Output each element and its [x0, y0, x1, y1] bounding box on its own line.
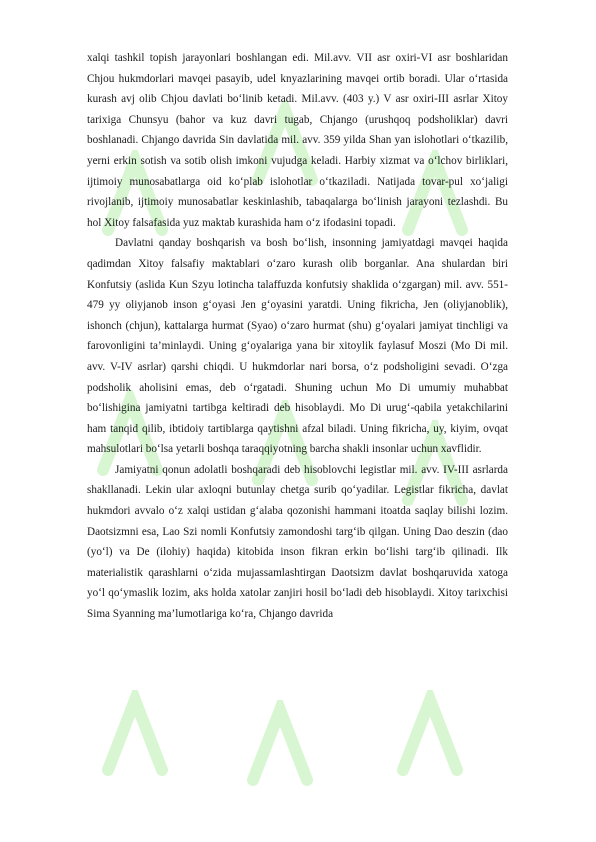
watermark-mark-bottom-left	[100, 690, 170, 780]
body-text	[87, 48, 508, 625]
paragraph-3: Jamiyatni qonun adolatli boshqaradi deb hisoblovchi legistlar mil. avv. IV-III asrlarda shakllanadi. Lekin ular axloqni butunlay chetga surib qo‘yadilar. Legistlar fikricha, davlat hukmdori avvalo o‘z xalqi ustidan g‘alaba qozonishi hammani itoatda saqlay bilishi lozim. Daotsizmni esa, Lao Szi nomli Konfutsiy zamondoshi targ‘ib qilgan. Uning Dao deszin (dao (yo‘l) va De (ilohiy) haqida) kitobida inson fikran erkin bo‘lishi targ‘ib qilinadi. Ilk materialistik qarashlarni o‘zida mujassamlashtirgan Daotsizm davlat boshqaruvida xatoga yo‘l qo‘ymaslik lozim, aks holda xatolar zanjiri hosil bo‘ladi deb hisoblaydi. Xitoy tarixchisi Sima Syanning ma’lumotlariga ko‘ra, Chjango davrida	[87, 463, 508, 621]
paragraph-1: xalqi tashkil topish jarayonlari boshlangan edi. Mil.avv. VII asr oxiri-VI asr boshlaridan Chjou hukmdorlari mavqei pasayib, udel knyazlarining mavqei ortib boradi. Ular o‘rtasida kurash avj olib Chjou davlati bo‘linib ketadi. Mil.avv. (403 y.) V asr oxiri-III asrlar Xitoy tarixiga Chunsyu (bahor va kuz davri tugab, Chjango (urushqoq podsholiklar) davri boshlanadi. Chjango davrida Sin davlatida mil. avv. 359 yilda Shan yan islohotlari o‘tkazilib, yerni erkin sotish va sotib olish imkoni vujudga keladi. Harbiy xizmat va o‘lchov birliklari, ijtimoiy munosabatlarga oid ko‘plab islohotlar o‘tkaziladi. Natijada tovar-pul xo‘jaligi rivojlanib, ijtimoiy munosabatlar keskinlashib, tabaqalarga bo‘linish jarayoni tezlashdi. Bu hol Xitoy falsafasida yuz maktab kurashida ham o‘z ifodasini topadi.	[87, 52, 508, 229]
watermark-mark-bottom-right	[395, 690, 465, 780]
paragraph-2: Davlatni qanday boshqarish va bosh bo‘lish, insonning jamiyatdagi mavqei haqida qadimdan Xitoy falsafiy maktablari o‘zaro kurash olib borganlar. Ana shulardan biri Konfutsiy (aslida Kun Szyu lotincha talaffuzda konfutsiy shaklida o‘zgargan) mil. avv. 551-479 yy oliyjanob inson g‘oyasi Jen g‘oyasini yaratdi. Uning fikricha, Jen (oliyjanoblik), ishonch (chjun), kattalarga hurmat (Syao) o‘zaro hurmat (shu) g‘oyalari jamiyat tinchligi va farovonligini ta’minlaydi. Uning g‘oyalariga yana bir xitoylik faylasuf Moszi (Mo Di mil. avv. V-IV asrlar) qarshi chiqdi. U hukmdorlar nari borsa, o‘z podsholigini sevadi. O‘zga podsholik aholisini emas, deb o‘rgatadi. Shuning uchun Mo Di umumiy muhabbat bo‘lishigina jamiyatni tartibga keltiradi deb hisoblaydi. Mo Di urug‘-qabila yetakchilarini ham tanqid qilib, ibtidoiy tartiblarga qaytishni afzal biladi. Uning fikricha, uy, kiyim, ovqat mahsulotlari bo‘lsa yetarli boshqa taraqqiyotning barcha shakli insonlar uchun xavflidir.	[87, 237, 508, 456]
watermark-mark-bottom-center	[245, 700, 315, 790]
